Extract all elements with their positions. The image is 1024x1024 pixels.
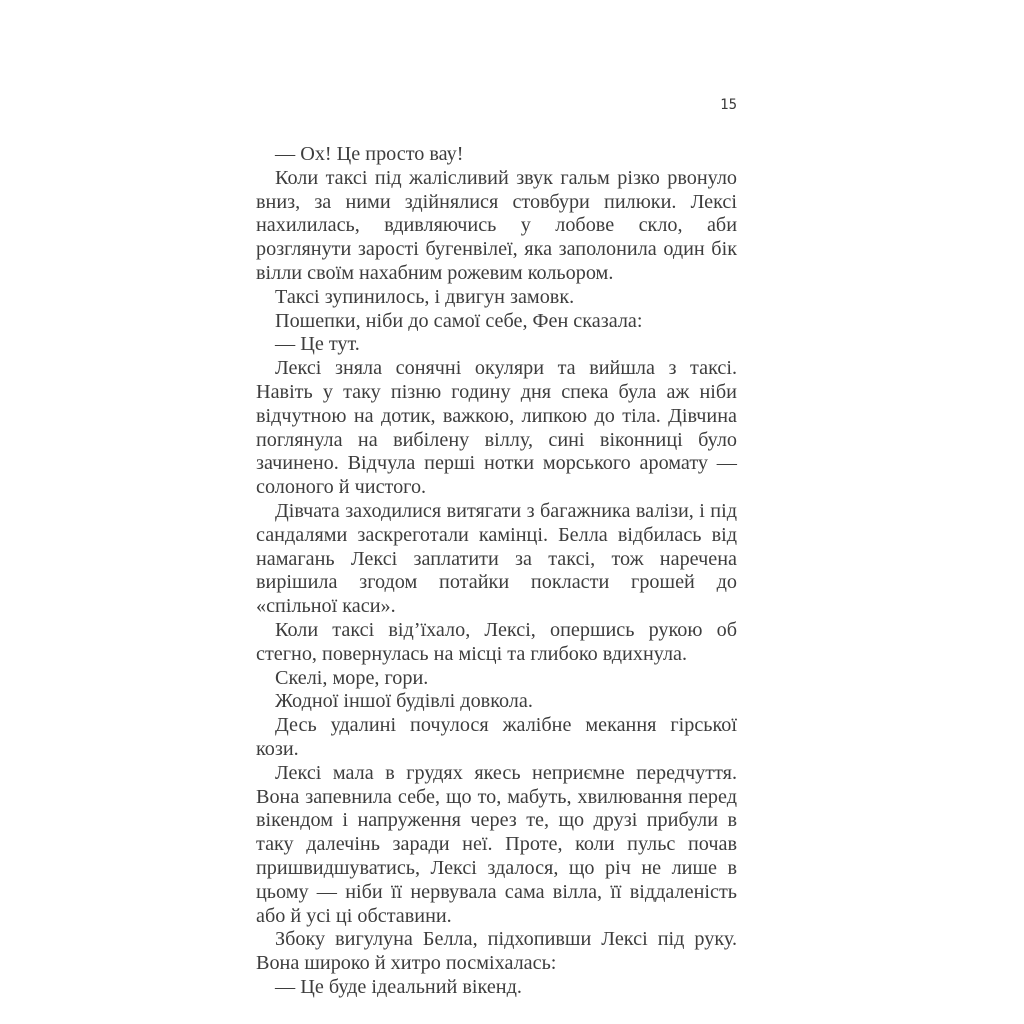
paragraph: Таксі зупинилось, і двигун замовк.	[275, 285, 575, 308]
paragraph: Пошепки, ніби до самої себе, Фен сказала:	[275, 309, 643, 332]
paragraph: Лексі зняла сонячні окуляри та вийшла з таксі. Навіть у таку пізню годину дня спека була аж ніби відчутною на дотик, важкою, липкою до тіла. Дівчина поглянула на вибілену віллу, сині віконниці було зачинено. Відчула перші нотки морського аромату — солоного й чистого.	[256, 357, 737, 499]
paragraph: — Це буде ідеальний вікенд.	[275, 975, 522, 998]
paragraph: — Ох! Це просто вау!	[275, 143, 464, 165]
paragraph: Коли таксі під жалісливий звук гальм різко рвонуло вниз, за ними здійнялися стовбури пилюки. Лексі нахилилась, вдивляючись у лобове скло, аби розглянути зарості бугенвілеї, яка заполонила один бік вілли своїм нахабним рожевим кольором.	[256, 166, 737, 284]
paragraph: Жодної іншої будівлі довкола.	[275, 690, 533, 713]
paragraph: — Це тут.	[275, 333, 360, 356]
paragraph: Лексі мала в грудях якесь неприємне передчуття. Вона запевнила себе, що то, мабуть, хвилювання перед вікендом і напруження через те, що друзі прибули в таку далечінь заради неї. Проте, коли пульс почав пришвидшуватись, Лексі здалося, що річ не лише в цьому — ніби її нервувала сама вілла, її віддаленість або й усі ці обставини.	[256, 761, 737, 927]
paragraph: Десь удалині почулося жалібне мекання гірської кози.	[256, 714, 737, 760]
page-body-text	[256, 143, 737, 1000]
paragraph: Скелі, море, гори.	[275, 666, 429, 689]
paragraph: Дівчата заходилися витягати з багажника валізи, і під сандалями заскреготали камінці. Белла відбилась від намагань Лексі заплатити за таксі, тож наречена вирішила згодом потайки покласти грошей до «спільної каси».	[256, 499, 737, 618]
paragraph: Збоку вигулуна Белла, підхопивши Лексі під руку. Вона широко й хитро посміхалась:	[256, 928, 737, 975]
paragraph: Коли таксі від’їхало, Лексі, опершись рукою об стегно, повернулась на місці та глибоко вдихнула.	[256, 618, 737, 665]
page-number: 15	[720, 97, 737, 113]
